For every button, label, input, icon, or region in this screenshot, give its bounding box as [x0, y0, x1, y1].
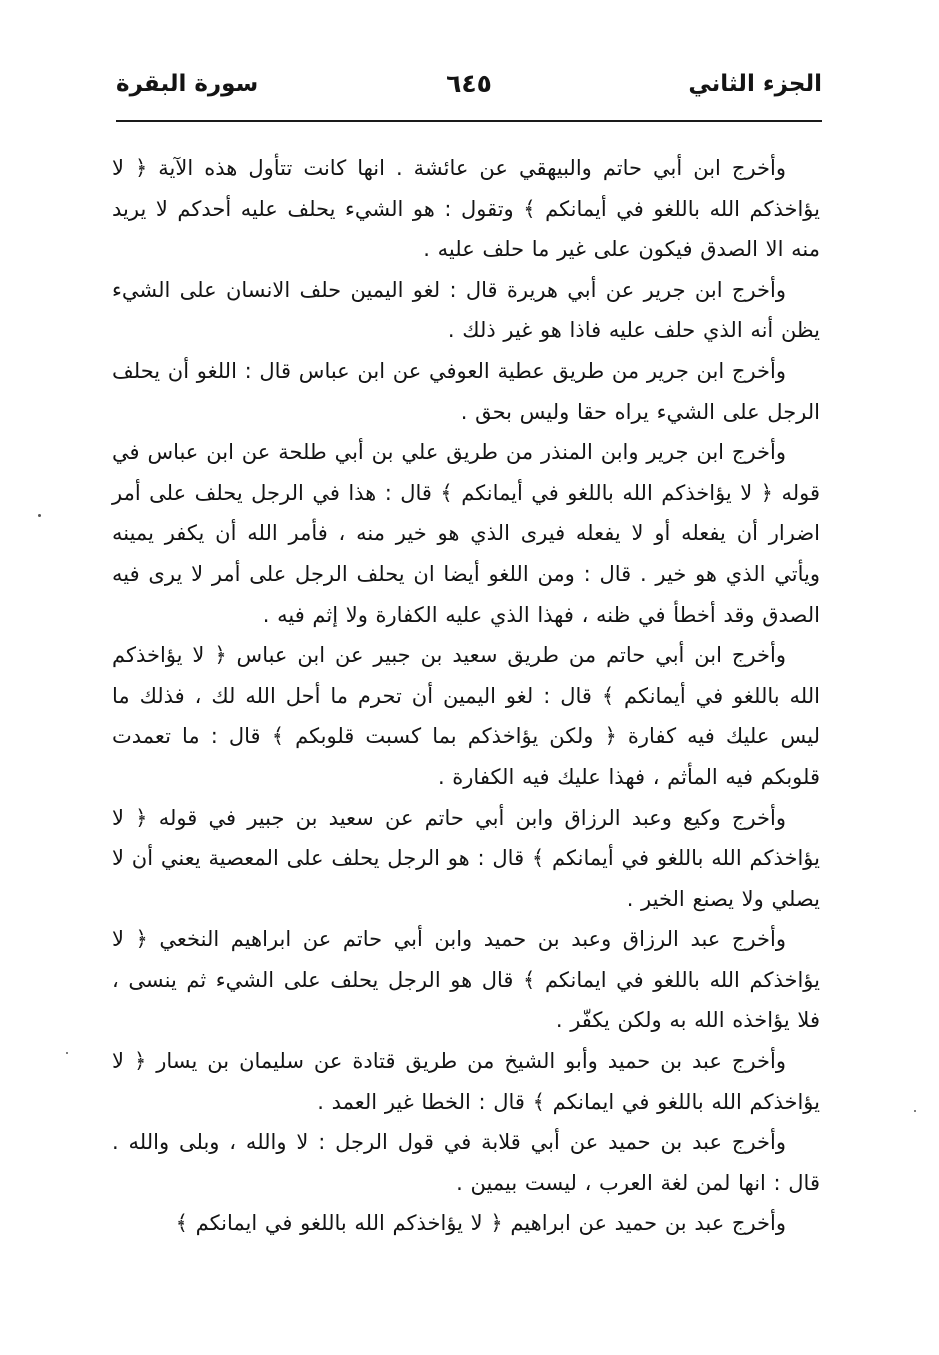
scan-speck — [66, 1052, 68, 1054]
paragraph: وأخرج عبد بن حميد وأبو الشيخ من طريق قتادة عن سليمان بن يسار ﴿ لا يؤاخذكم الله باللغو في ايمانكم ﴾ قال : الخطا غير العمد . — [112, 1049, 820, 1114]
paragraph: وأخرج ابن أبي حاتم والبيهقي عن عائشة . انها كانت تتأول هذه الآية ﴿ لا يؤاخذكم الله باللغو في أيمانكم ﴾ وتقول : هو الشيء يحلف عليه أحدكم لا يريد منه الا الصدق فيكون على غير ما حلف عليه . — [112, 156, 820, 262]
part-title: الجزء الثاني — [688, 71, 822, 97]
scan-speck — [914, 1110, 916, 1112]
running-header — [116, 66, 822, 112]
paragraph: وأخرج وكيع وعبد الرزاق وابن أبي حاتم عن سعيد بن جبير في قوله ﴿ لا يؤاخذكم الله باللغو في أيمانكم ﴾ قال : هو الرجل يحلف على المعصية يعني أن لا يصلي ولا يصنع الخير . — [112, 805, 820, 911]
paragraph: وأخرج عبد بن حميد عن أبي قلابة في قول الرجل : لا والله ، وبلى والله . قال : انها لمن لغة العرب ، ليست بيمين . — [112, 1130, 820, 1195]
paragraph: وأخرج ابن أبي حاتم من طريق سعيد بن جبير عن ابن عباس ﴿ لا يؤاخذكم الله باللغو في أيمانكم ﴾ قال : لغو اليمين أن تحرم ما أحل الله لك ، فذلك ما ليس عليك فيه كفارة ﴿ ولكن يؤاخذكم بما كسبت قلوبكم ﴾ قال : ما تعمدت قلوبكم فيه المأثم ، فهذا عليك فيه الكفارة . — [112, 643, 820, 789]
header-rule — [116, 120, 822, 122]
scan-speck — [38, 514, 41, 517]
surah-title: سورة البقرة — [116, 71, 259, 97]
paragraph: وأخرج ابن جرير من طريق عطية العوفي عن ابن عباس قال : اللغو أن يحلف الرجل على الشيء يراه حقا وليس بحق . — [112, 358, 820, 424]
body-text — [112, 148, 820, 1244]
paragraph: وأخرج عبد بن حميد عن ابراهيم ﴿ لا يؤاخذكم الله باللغو في ايمانكم ﴾ — [175, 1211, 786, 1236]
paragraph: وأخرج عبد الرزاق وعبد بن حميد وابن أبي حاتم عن ابراهيم النخعي ﴿ لا يؤاخذكم الله باللغو في ايمانكم ﴾ قال هو الرجل يحلف على الشيء ثم ينسى ، فلا يؤاخذه الله به ولكن يكفّر . — [112, 927, 820, 1033]
paragraph: وأخرج ابن جرير وابن المنذر من طريق علي بن أبي طلحة عن ابن عباس في قوله ﴿ لا يؤاخذكم الله باللغو في أيمانكم ﴾ قال : هذا في الرجل يحلف على أمر اضرار أن يفعله أو لا يفعله فيرى الذي هو خير منه ، فأمر الله أن يكفر يمينه ويأتي الذي هو خير . قال : ومن اللغو أيضا ان يحلف الرجل على أمر لا يرى فيه الصدق وقد أخطأ في ظنه ، فهذا الذي عليه الكفارة ولا إثم فيه . — [112, 440, 820, 627]
page-number: ٦٤٥ — [446, 69, 492, 98]
paragraph: وأخرج ابن جرير عن أبي هريرة قال : لغو اليمين حلف الانسان على الشيء يظن أنه الذي حلف عليه فاذا هو غير ذلك . — [112, 277, 820, 343]
